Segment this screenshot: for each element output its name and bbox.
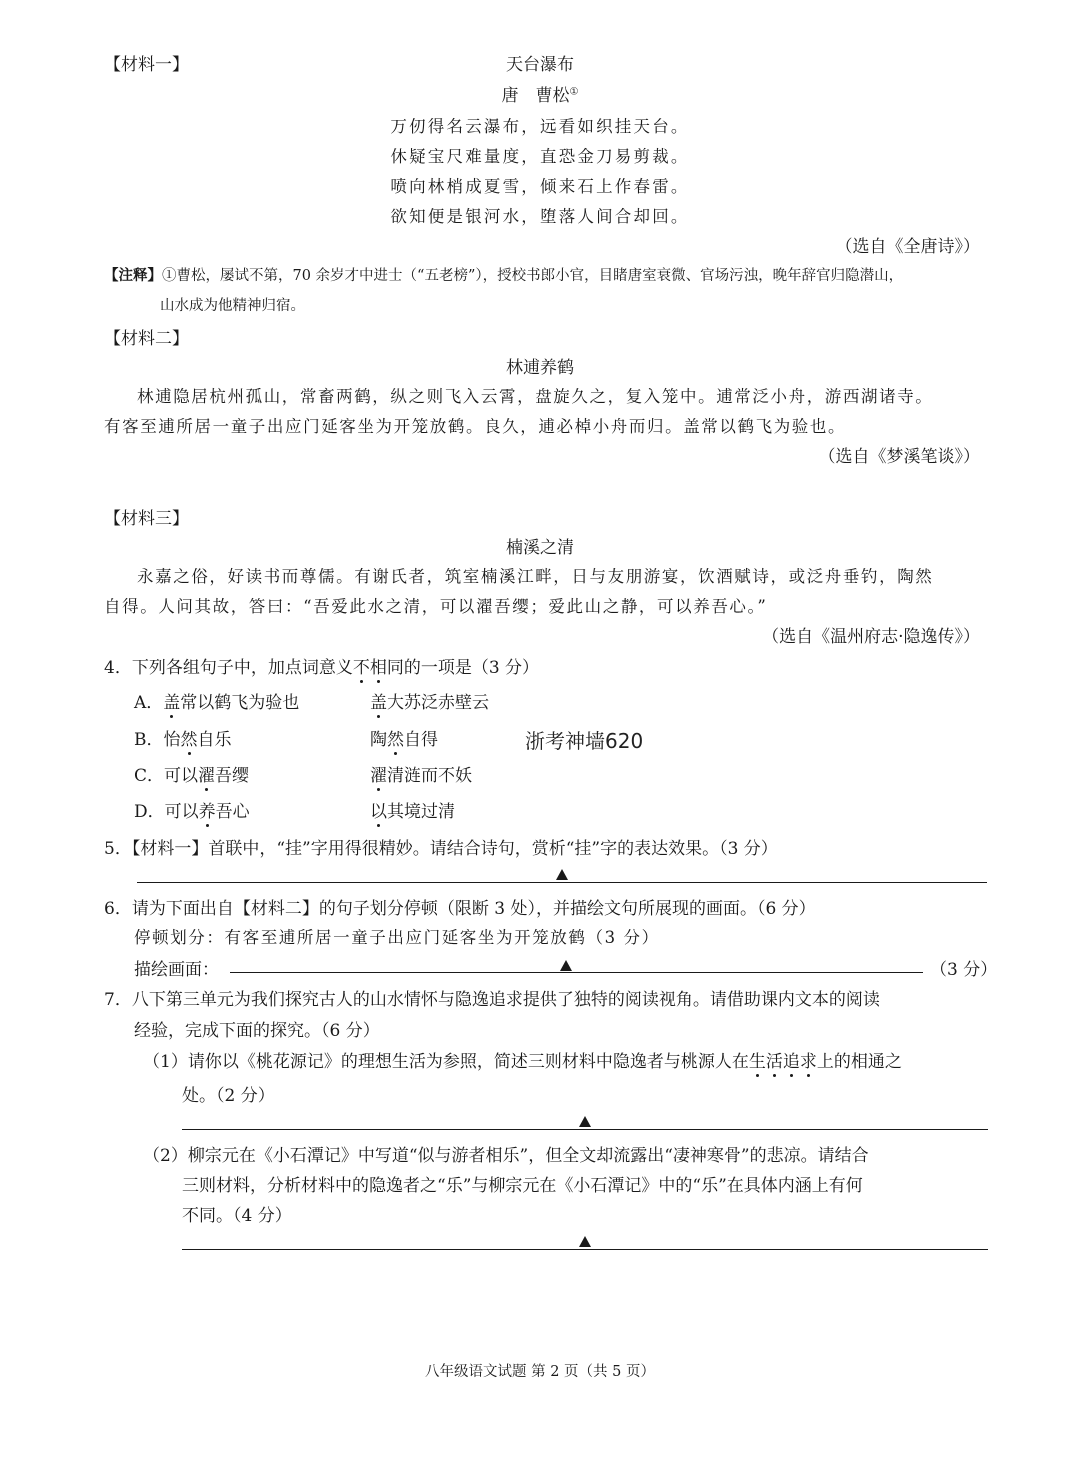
option-a-compare: 盖大苏泛赤壁云 [370,688,489,713]
question-7-stem-1: 7．八下第三单元为我们探究古人的山水情怀与隐逸追求提供了独特的阅读视角。请借助课内文本的阅读 [104,990,880,1010]
question-6-pause: 停顿划分：有客至逋所居一童子出应门延客坐为开笼放鹤（3 分） [134,928,660,947]
option-d-compare: 以其境过清 [370,797,455,822]
material-3-label: 【材料三】 [104,509,189,529]
question-7-stem-2: 经验，完成下面的探究。（6 分） [134,1021,380,1041]
option-b-compare: 陶然自得 [370,725,438,750]
question-6-draw-label: 描绘画面： [134,960,219,980]
poem-title: 天台瀑布 [506,55,574,75]
poem-line-4: 欲知便是银河水，堕落人间合却回。 [390,207,690,226]
poem-line-3: 喷向林梢成夏雪，倾来石上作春雷。 [390,177,690,196]
poem-source: （选自《全唐诗》） [835,237,980,257]
watermark-text: 浙考神墙620 [525,729,644,753]
option-b: B．怡然自乐 [134,725,232,750]
material-3-line-2: 自得。人问其故，答曰：“吾爱此水之清，可以濯吾缨；爱此山之静，可以养吾心。” [104,597,768,616]
option-c-compare: 濯清涟而不妖 [370,761,472,786]
question-5-stem: 5．【材料一】首联中，“挂”字用得很精妙。请结合诗句，赏析“挂”字的表达效果。（3 分） [104,839,778,859]
material-2-source: （选自《梦溪笔谈》） [818,447,980,467]
material-3-line-1: 永嘉之俗，好读书而尊儒。有谢氏者，筑室楠溪江畔，日与友朋游宴，饮酒赋诗，或泛舟垂钓，陶然 [137,567,934,586]
question-7-part-2-line-2: 三则材料，分析材料中的隐逸者之“乐”与柳宗元在《小石潭记》中的“乐”在具体内涵上有何 [182,1176,863,1196]
question-7-part-2-line-1: （2）柳宗元在《小石潭记》中写道“似与游者相乐”，但全文却流露出“凄神寒骨”的悲凉。请结合 [143,1146,869,1166]
option-a: A．盖常以鹤飞为验也 [134,688,299,713]
poem-author: 唐 曹松① [501,86,579,106]
answer-line-7-1[interactable] [182,1129,988,1130]
option-d: D．可以养吾心 [134,797,250,822]
answer-marker-7-1 [579,1116,591,1127]
question-7-part-1: （1）请你以《桃花源记》的理想生活为参照，简述三则材料中隐逸者与桃源人在生活追求上的相通之 [143,1047,902,1072]
material-1-label: 【材料一】 [104,55,189,75]
page-footer: 八年级语文试题 第 2 页（共 5 页） [425,1364,655,1380]
answer-line-7-2[interactable] [182,1249,988,1250]
annotation: 【注释】①曹松，屡试不第，70 余岁才中进士（“五老榜”），授校书郎小官，目睹唐室衰微、官场污浊，晚年辞官归隐潜山， [104,267,904,284]
annotation-line-2: 山水成为他精神归宿。 [160,298,305,314]
question-6-stem: 6．请为下面出自【材料二】的句子划分停顿（限断 3 处），并描绘文句所展现的画面。（6 分） [104,899,816,919]
material-2-title: 林逋养鹤 [506,358,574,378]
answer-marker-6 [560,960,572,971]
material-3-source: （选自《温州府志·隐逸传》） [762,627,980,647]
option-c: C．可以濯吾缨 [134,761,249,786]
answer-marker-5 [556,869,568,880]
poem-line-2: 休疑宝尺难量度，直恐金刀易剪裁。 [390,147,690,166]
question-4-stem: 4．下列各组句子中，加点词意义不相同的一项是（3 分） [104,653,539,678]
answer-line-6[interactable] [230,972,923,973]
question-6-draw-score: （3 分） [930,960,998,980]
material-2-line-2: 有客至逋所居一童子出应门延客坐为开笼放鹤。良久，逋必棹小舟而归。盖常以鹤飞为验也。 [104,417,847,436]
question-7-part-1-line-2: 处。（2 分） [182,1086,275,1106]
material-3-title: 楠溪之清 [506,538,574,558]
answer-marker-7-2 [579,1236,591,1247]
material-2-line-1: 林逋隐居杭州孤山，常畜两鹤，纵之则飞入云霄，盘旋久之，复入笼中。逋常泛小舟，游西湖诸寺。 [137,387,934,406]
material-2-label: 【材料二】 [104,329,189,349]
poem-line-1: 万仞得名云瀑布，远看如织挂天台。 [390,117,690,136]
question-7-part-2-line-3: 不同。（4 分） [182,1206,292,1226]
answer-line-5[interactable] [137,882,987,883]
